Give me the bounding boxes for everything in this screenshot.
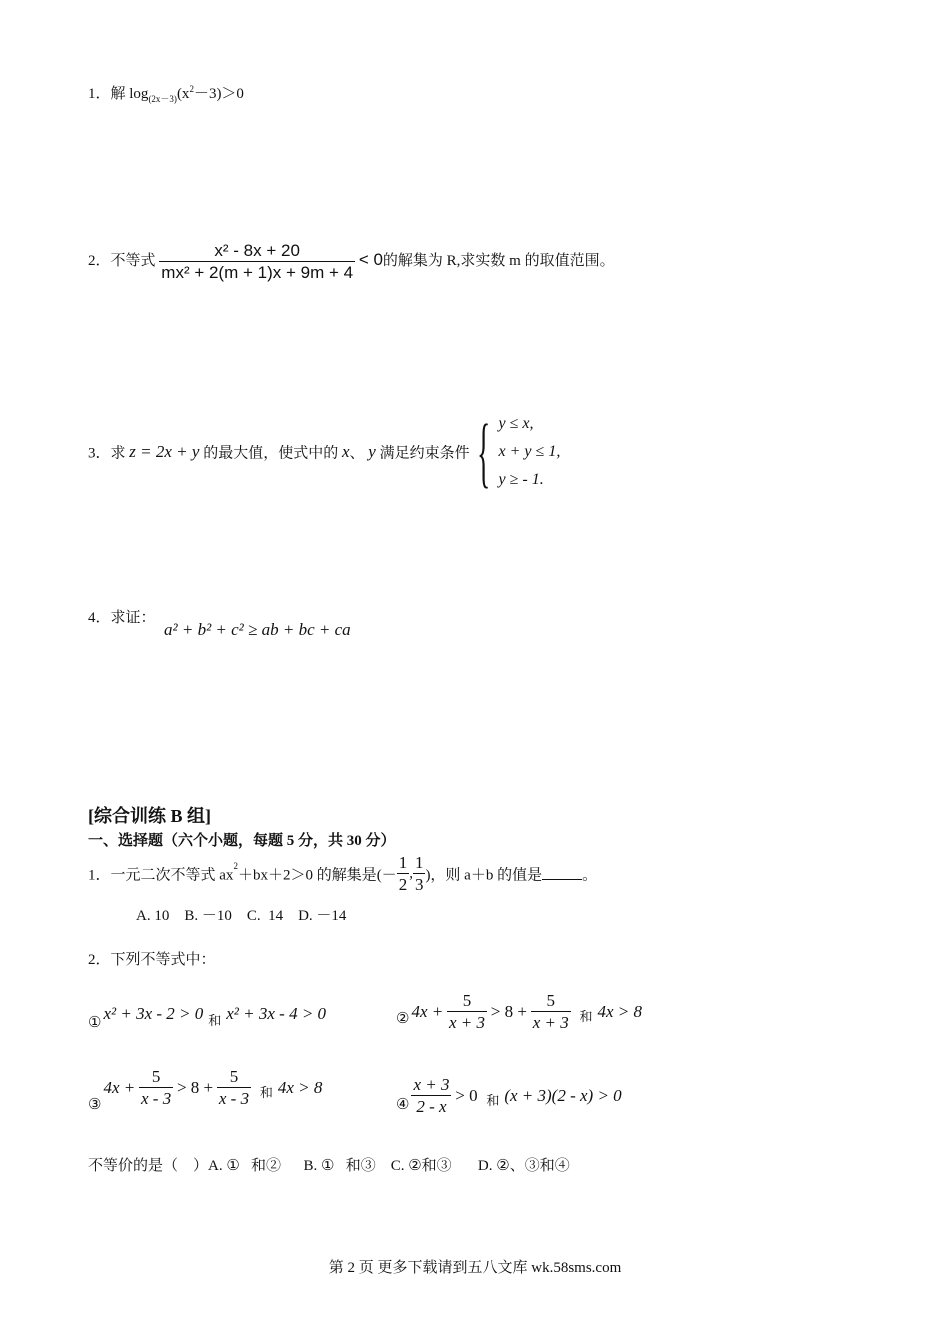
b2-item-2-frac-1 xyxy=(447,990,487,1034)
q3-pre: 求 xyxy=(110,445,126,462)
b2-item-3-lhs: 4x + xyxy=(103,1077,136,1097)
page-footer: 第 2 页 更多下载请到五八文库 wk.58sms.com xyxy=(328,1260,622,1276)
question-3 xyxy=(88,410,560,494)
b1-exp: 2 xyxy=(233,860,238,871)
b2-item-1-ineq-b: x² + 3x - 4 > 0 xyxy=(226,1004,327,1023)
section-b-subtitle: 一、选择题（六个小题，每题 5 分，共 30 分） xyxy=(88,833,396,849)
q2-number: 2． xyxy=(88,253,111,270)
q4-expression: a² + b² + c² ≥ ab + bc + ca xyxy=(164,620,351,639)
b2-item-2-rhs: 4x > 8 xyxy=(597,1001,643,1021)
b1-f2-den: 3 xyxy=(414,875,424,895)
q3-constraint-1: y ≤ x, xyxy=(498,415,534,432)
b2-item-2-and: 和 xyxy=(579,1009,593,1025)
b1-fraction-1 xyxy=(397,852,410,896)
q3-mid: 的最大值，使式中的 xyxy=(203,445,339,462)
q1-pre: 解 log xyxy=(110,86,149,102)
q3-constraint-2: x + y ≤ 1, xyxy=(498,443,561,460)
b1-f2-num: 1 xyxy=(413,852,426,874)
b2-item-3-frac-2-num: 5 xyxy=(217,1066,251,1088)
q1-exp: 2 xyxy=(189,84,194,94)
q3-constraint-3: y ≥ - 1. xyxy=(498,471,544,488)
b2-title: 下列不等式中： xyxy=(110,952,216,968)
b1-fraction-2 xyxy=(413,852,426,896)
b2-item-1-and: 和 xyxy=(208,1013,222,1028)
q3-var-y: y xyxy=(368,442,376,461)
section-b-title: [综合训练 B 组] xyxy=(88,806,211,826)
b-question-2 xyxy=(88,948,216,969)
b1-comma: , xyxy=(409,865,413,882)
b2-item-3-frac-1-den: x - 3 xyxy=(140,1089,172,1109)
b2-answer-options: 不等价的是（ ）A. ① 和② B. ① 和③ C. ②和③ D. ②、③和④ xyxy=(88,1158,570,1174)
b2-item-4-rel: > 0 xyxy=(455,1085,478,1105)
q3-constraints xyxy=(499,410,561,494)
b2-item-2-mid: > 8 + xyxy=(490,1001,527,1021)
b2-item-2-frac-2-den: x + 3 xyxy=(532,1013,569,1033)
b2-item-1-marker: ① xyxy=(88,1015,102,1031)
b2-item-3-frac-1-num: 5 xyxy=(139,1066,173,1088)
question-1 xyxy=(88,82,244,103)
b2-item-2-frac-1-num: 5 xyxy=(447,990,487,1012)
b1-end: 。 xyxy=(582,867,598,884)
b-question-1 xyxy=(88,852,597,896)
q1-number: 1． xyxy=(88,86,111,102)
b2-item-4-and: 和 xyxy=(486,1093,500,1109)
b1-post: )，则 a＋b 的值是 xyxy=(425,867,543,884)
b2-item-2-frac-2-num: 5 xyxy=(531,990,571,1012)
q2-denominator: mx² + 2(m + 1)x + 9m + 4 xyxy=(161,263,354,283)
b1-blank xyxy=(542,867,582,880)
b1-f1-den: 2 xyxy=(398,875,408,895)
b2-item-3 xyxy=(88,1066,322,1114)
b2-number: 2． xyxy=(88,952,111,968)
b2-item-4-frac-num: x + 3 xyxy=(411,1074,451,1096)
b2-item-3-frac-2-den: x - 3 xyxy=(218,1089,250,1109)
q2-fraction xyxy=(159,240,355,284)
q3-number: 3． xyxy=(88,445,111,462)
b2-item-2-frac-1-den: x + 3 xyxy=(448,1013,486,1033)
q1-mid1: (x xyxy=(176,86,190,102)
b2-item-1 xyxy=(88,1004,326,1032)
b2-item-4-frac-den: 2 - x xyxy=(416,1097,447,1117)
b2-item-2-lhs: 4x + xyxy=(411,1001,444,1021)
q3-sep: 、 xyxy=(349,445,365,462)
q3-brace: { xyxy=(477,408,491,495)
q3-var-x: x xyxy=(341,442,350,461)
q3-objective: z = 2x + y xyxy=(129,442,200,461)
q2-relation: < 0 xyxy=(358,250,383,270)
b2-item-1-ineq-a: x² + 3x - 2 > 0 xyxy=(103,1004,204,1023)
q4-number: 4． xyxy=(88,610,111,626)
b2-item-3-frac-2 xyxy=(217,1066,251,1110)
b2-item-2-frac-2 xyxy=(531,990,571,1034)
b2-item-2 xyxy=(396,990,642,1034)
b2-item-4-rhs: (x + 3)(2 - x) > 0 xyxy=(504,1085,622,1105)
q4-pre: 求证： xyxy=(110,610,156,626)
q1-mid2: －3)＞0 xyxy=(193,86,244,102)
b2-item-3-marker: ③ xyxy=(88,1097,102,1114)
b2-item-3-mid: > 8 + xyxy=(176,1077,214,1097)
b2-item-3-and: 和 xyxy=(259,1085,273,1101)
q3-post: 满足约束条件 xyxy=(379,445,470,462)
b2-item-4-marker: ④ xyxy=(396,1097,410,1114)
b1-f1-num: 1 xyxy=(397,852,410,874)
b1-options: A. 10 B. －10 C. 14 D. －14 xyxy=(136,908,347,924)
b1-number: 1． xyxy=(88,867,111,884)
q2-pre: 不等式 xyxy=(110,253,156,270)
question-4 xyxy=(88,606,156,627)
b2-item-2-marker: ② xyxy=(396,1011,410,1028)
b2-item-3-frac-1 xyxy=(139,1066,173,1110)
question-2 xyxy=(88,240,615,284)
q2-numerator: x² - 8x + 20 xyxy=(159,240,355,262)
b2-item-3-rhs: 4x > 8 xyxy=(277,1077,323,1097)
q1-log-base: (2x－3) xyxy=(148,94,177,104)
b2-item-4-frac xyxy=(411,1074,451,1118)
b1-pre: 一元二次不等式 ax xyxy=(110,867,234,884)
b1-mid: ＋bx＋2＞0 的解集是(－ xyxy=(237,867,397,884)
b2-item-4 xyxy=(396,1074,622,1118)
q2-post: 的解集为 R,求实数 m 的取值范围。 xyxy=(382,253,615,270)
